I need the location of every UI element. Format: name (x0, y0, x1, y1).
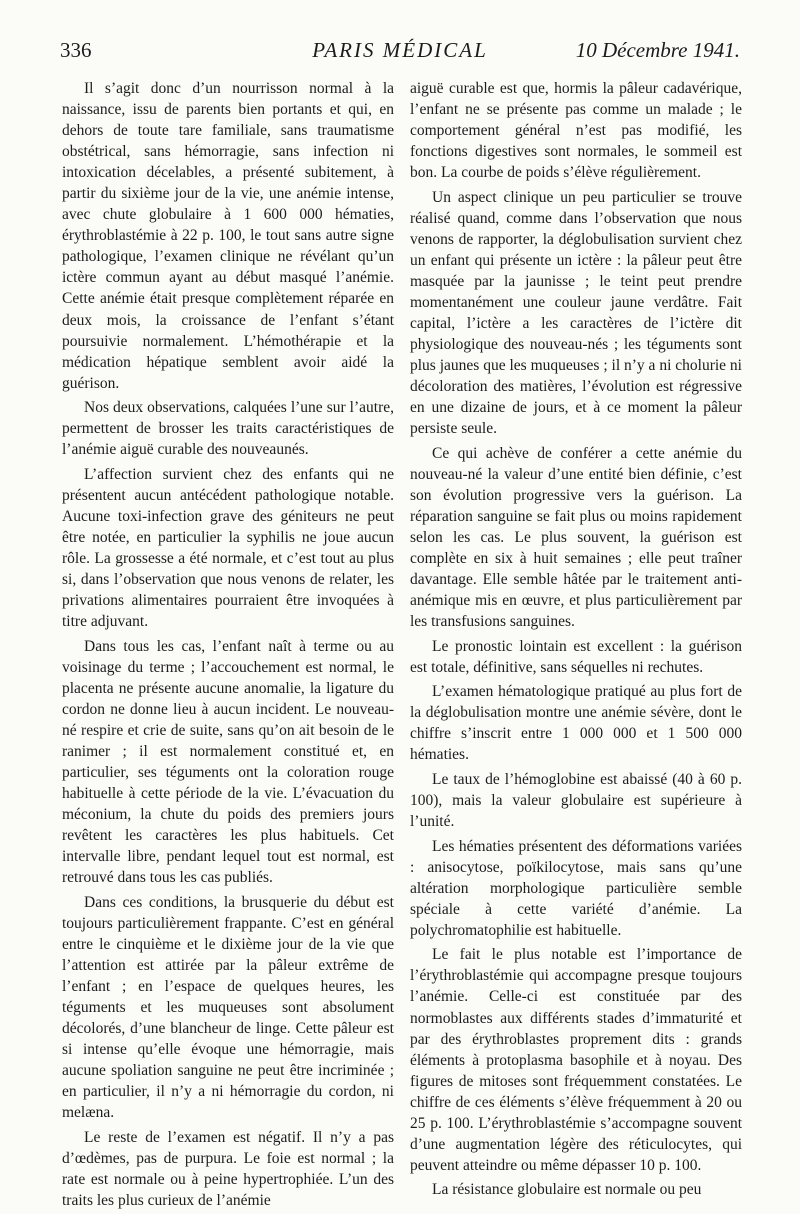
running-header (60, 38, 740, 68)
right-column (410, 78, 742, 1204)
left-column (62, 78, 394, 1214)
page-number: 336 (60, 38, 92, 62)
paragraph: L’examen hématologique pratiqué au plus fort de la déglobulisation montre une anémie sévère, dont le chiffre s’inscrit entre 1 000 000 et 1 500 000 hématies. (410, 683, 742, 764)
paragraph: L’affection survient chez des enfants qui ne présentent aucun antécédent pathologique notable. Aucune toxi-infection grave des géniteurs ne peut être notée, en particulier la syphilis ne joue aucun rôle. La grossesse a été normale, et c’est tout au plus si, dans l’observation que nous venons de relater, les privations alimentaires pourraient être invoquées à titre adjuvant. (62, 465, 394, 631)
paragraph: Dans ces conditions, la brusquerie du début est toujours particulièrement frappante. C’est en général entre le cinquième et le dixième jour de la vie que l’attention est attirée par la pâleur extrême de l’enfant ; en l’espace de quelques heures, les téguments et les muqueuses sont absolument décolorés, d’une blancheur de linge. Cette pâleur est si intense qu’elle évoque une hémorragie, mais aucune spoliation sanguine ne peut être incriminée ; en particulier, il n’y a ni hémorragie du cordon, ni melæna. (62, 893, 394, 1122)
paragraph: La résistance globulaire est normale ou peu (432, 1181, 702, 1199)
paragraph: Un aspect clinique un peu particulier se trouve réalisé quand, comme dans l’observation que nous venons de rapporter, la déglobulisation survient chez un enfant qui présente un ictère : la pâleur peut être masquée par la jaunisse ; le teint peut prendre momentanément une couleur jaune verdâtre. Fait capital, l’ictère a les caractères de l’ictère dit physiologique des nouveau-nés ; les téguments sont plus jaunes que les muqueuses ; il n’y a ni cholurie ni décoloration des matières, l’évolution est régressive en une dizaine de jours, et à ce moment la pâleur persiste seule. (410, 188, 742, 438)
paragraph: Ce qui achève de conférer a cette anémie du nouveau-né la valeur d’une entité bien définie, c’est son évolution progressive vers la guérison. La réparation sanguine se fait plus ou moins rapidement selon les cas. Le plus souvent, la guérison est complète en six à huit semaines ; elle peut traîner davantage. Elle semble hâtée par le traitement anti-anémique mis en œuvre, et plus particulièrement par les transfusions sanguines. (410, 444, 742, 631)
paragraph: Le fait le plus notable est l’importance de l’érythroblastémie qui accompagne presque toujours l’anémie. Celle-ci est constituée par des normoblastes aux différents stades d’immaturité et par des érythroblastes proprement dits : grands éléments à protoplasma basophile et à noyau. Des figures de mitoses sont fréquemment constatées. Le chiffre de ces éléments s’élève fréquemment à 20 ou 25 p. 100. L’érythroblastémie s’accompagne souvent d’une augmentation légère des réticulocytes, qui peuvent atteindre ou même dépasser 10 p. 100. (410, 946, 742, 1174)
paragraph: Il s’agit donc d’un nourrisson normal à la naissance, issu de parents bien portants et qui, en dehors de toute tare familiale, sans traumatisme obstétrical, sans hémorragie, sans infection ni intoxication décelables, a présenté subitement, à partir du sixième jour de la vie, une anémie intense, avec chute globulaire à 1 600 000 hématies, érythroblastémie à 22 p. 100, le tout sans autre signe pathologique, l’examen clinique ne révélant qu’un ictère commun ayant au début masqué l’anémie. Cette anémie était presque complètement réparée en deux mois, la croissance de l’enfant s’étant poursuivie normalement. L’hémothérapie et la médication hépatique semblent avoir aidé la guérison. (62, 80, 394, 392)
paragraph: Le pronostic lointain est excellent : la guérison est totale, définitive, sans séquelles ni rechutes. (410, 637, 742, 676)
paragraph: Les hématies présentent des déformations variées : anisocytose, poïkilocytose, mais sans qu’une altération morphologique particulière semble spéciale à cette variété d’anémie. La polychromatophilie est habituelle. (410, 837, 742, 939)
paragraph: Dans tous les cas, l’enfant naît à terme ou au voisinage du terme ; l’accouchement est normal, le placenta ne présente aucune anomalie, la ligature du cordon ne donne lieu à aucun incident. Le nouveau-né respire et crie de suite, sans qu’on ait besoin de le ranimer ; il est normalement constitué et, en particulier, ses téguments ont la coloration rouge habituelle à cette période de la vie. L’évacuation du méconium, la chute du poids des premiers jours revêtent les caractères les plus habituels. Cet intervalle libre, pendant lequel tout est normal, est retrouvé dans tous les cas publiés. (62, 637, 394, 887)
paragraph: Nos deux observations, calquées l’une sur l’autre, permettent de brosser les traits caractéristiques de l’anémie aiguë curable des nouveaunés. (62, 399, 394, 459)
journal-title: PARIS MÉDICAL (312, 38, 488, 62)
paragraph: Le reste de l’examen est négatif. Il n’y a pas d’œdèmes, pas de purpura. Le foie est normal ; la rate est normale ou à peine hypertrophiée. L’un des traits les plus curieux de l’anémie (62, 1128, 394, 1209)
issue-date: 10 Décembre 1941. (575, 38, 740, 62)
paragraph-continued: aiguë curable est que, hormis la pâleur cadavérique, l’enfant ne se présente pas comme un malade ; le comportement général n’est pas modifié, les fonctions digestives sont normales, le sommeil est bon. La courbe de poids s’élève régulièrement. (410, 80, 742, 182)
paragraph: Le taux de l’hémoglobine est abaissé (40 à 60 p. 100), mais la valeur globulaire est supérieure à l’unité. (410, 771, 742, 831)
